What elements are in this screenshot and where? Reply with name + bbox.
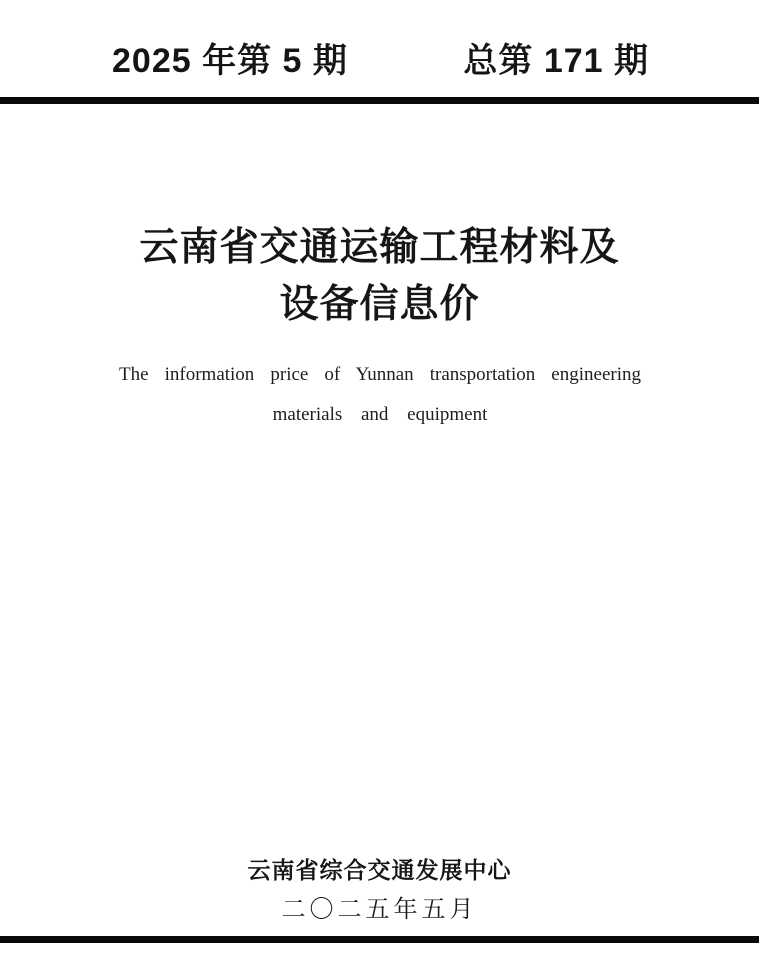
bottom-divider-rule: [0, 936, 759, 943]
english-subtitle-line-2: materials and equipment: [272, 404, 488, 425]
volume-number-label: 总第 171 期: [463, 42, 649, 80]
english-subtitle-line-1: The information price of Yunnan transportation engineering: [119, 364, 641, 385]
top-divider-rule: [0, 97, 759, 104]
cover-title-line-2: 设备信息价: [279, 283, 480, 326]
cover-header: [0, 42, 759, 80]
publication-date: 二〇二五年五月: [281, 897, 478, 923]
organization-name: 云南省综合交通发展中心: [247, 857, 512, 883]
cover-title-line-1: 云南省交通运输工程材料及: [139, 226, 620, 269]
issue-number-label: 2025 年第 5 期: [112, 42, 348, 80]
